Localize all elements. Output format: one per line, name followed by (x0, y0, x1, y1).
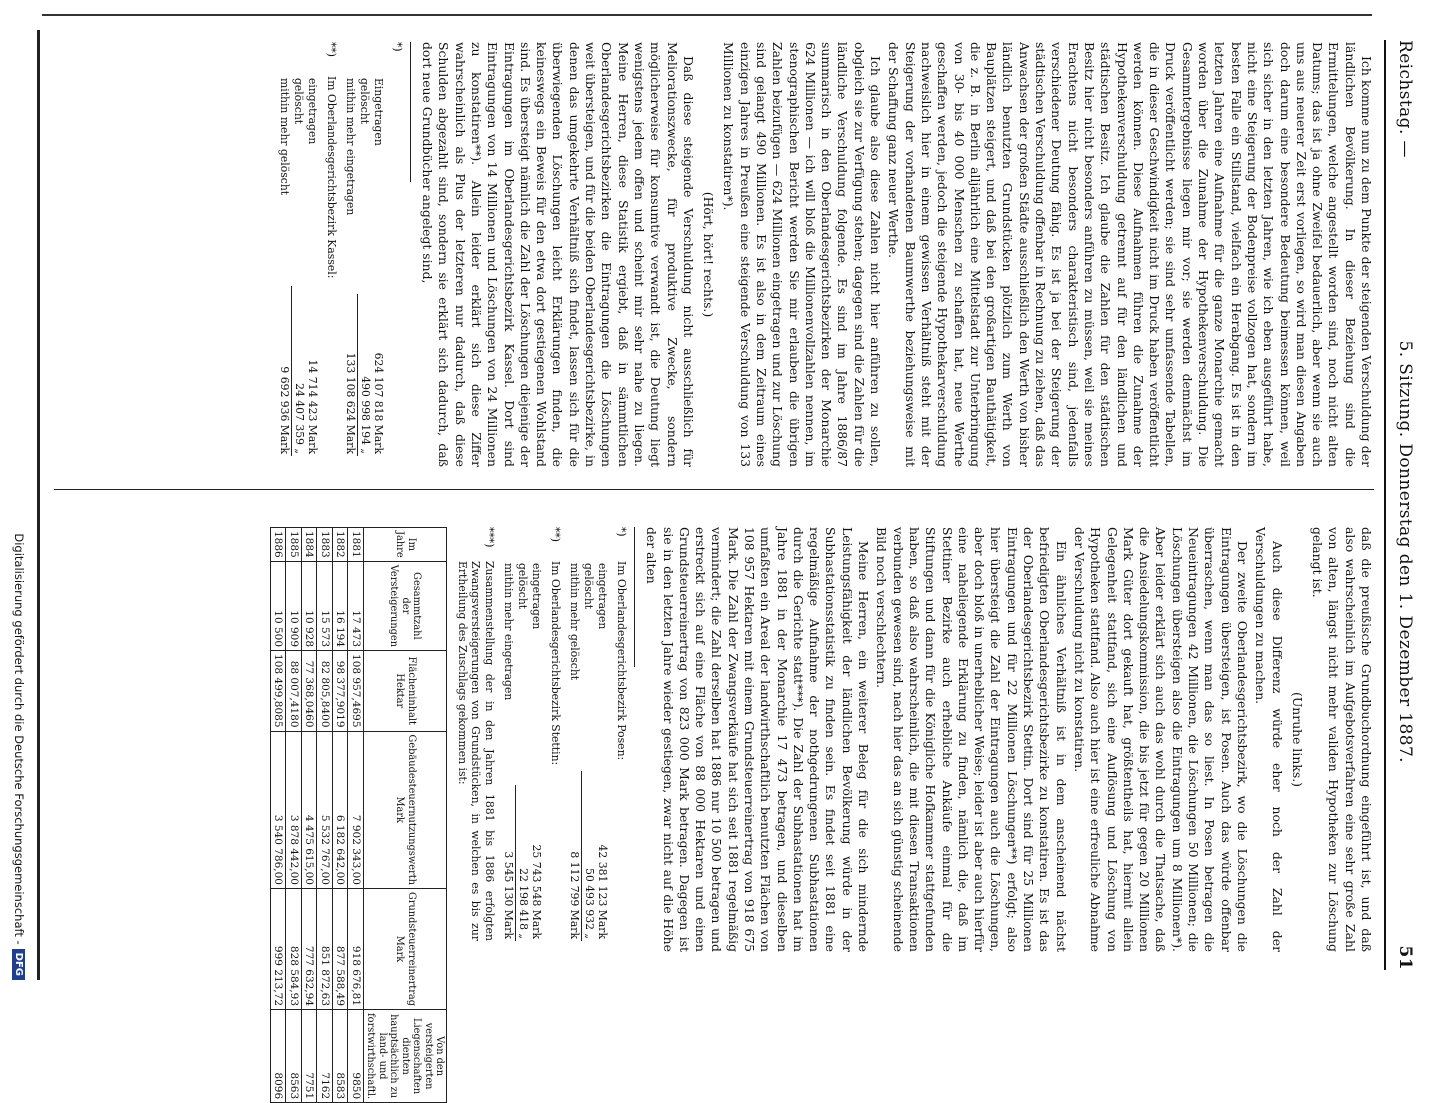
footnote-title: Im Oberlandesgerichtsbezirk Kassel: (324, 76, 338, 279)
footnote-value: 25 743 548 Mark (530, 844, 544, 939)
left-remark: (Hört, hört! rechts.) (701, 191, 717, 318)
footnote-label: Eingetragen (372, 78, 386, 146)
footnote-label: eingetragen (596, 563, 610, 630)
footnote-value: 50 493 932 „ (582, 868, 596, 939)
footnote-sum-table (502, 561, 544, 941)
table-cell: 1885 (286, 528, 302, 562)
table-cell: 5 532 767,00 (317, 731, 333, 888)
left-paragraph: Ich glaube also diese Zahlen nicht hier anführen zu sollen, obgleich sie zur Verfügung stehen; dagegen sind die Zahlen für die ländliche Verschuldung folgende. Es sind im Jahre 1886/87 summarisch in den Oberlandesgerichtsbezirken der Monarchie 624 Millionen — ich will bloß die Millionenvollzahlen nennen, im stenographischen Bericht werden Sie mir erlauben die übrigen Zahlen beizufügen — 624 Millionen eingetragen und zur Löschung sind gelangt 490 Millionen. Es ist also in dem Zeitraum eines einzigen Jahres in Preußen eine steigende Verschuldung von 133 Millionen zu konstatiren*). (721, 42, 884, 467)
subhastation-table (270, 527, 448, 1103)
footnote-label: gelöscht (358, 78, 372, 125)
table-cell: 10 909 (286, 561, 302, 650)
footnote-rule (410, 42, 411, 182)
footnote-sum-table (344, 76, 386, 456)
table-cell: 108 957,4695 (348, 651, 364, 731)
table-header: Flächeninhalt Hektar (363, 651, 447, 731)
header-rule (1384, 40, 1386, 970)
table-row (286, 528, 302, 1103)
table-header: Im Jahre (363, 528, 447, 562)
footnote-label: gelöscht (582, 563, 596, 610)
table-cell: 1882 (332, 528, 348, 562)
table-header: Von den versteigerten Liegenschaften dienten hauptsächlich zu land- und forstwirthschaftl. (363, 1010, 447, 1103)
footnote-rule (634, 527, 635, 667)
footnote (455, 527, 496, 952)
table-cell: 10 500 (270, 561, 286, 650)
table-cell: 4 475 615,00 (301, 731, 317, 888)
table-cell: 8563 (286, 1010, 302, 1103)
footnote-sum-table (568, 561, 610, 941)
table-header: Gebäudesteuernutzungswerth Mark (363, 731, 447, 888)
table-row (270, 528, 286, 1103)
footnote (548, 527, 562, 952)
table-cell: 16 194 (332, 561, 348, 650)
table-cell: 10 928 (301, 561, 317, 650)
footnote-value: 14 714 423 Mark (306, 359, 320, 454)
left-paragraph: Daß diese steigende Verschuldung nicht ausschließlich für Meliorationszwecke, für produktive Zwecke, sondern möglicherweise für konsumtive verwandt ist, die Deutung liegt wenigstens jedem offen und scheint mir sehr nahe zu liegen. Meine Herren, diese Statistik ergiebt, daß in sämmtlichen Oberlandesgerichtsbezirken die Eintragungen die Löschungen weit übersteigen, und für die beiden Oberlandesgerichtsbezirke, in denen das umgekehrte Verhältniß sich findet, lassen sich für die überwiegenden Löschungen leicht Erklärungen finden, die keineswegs ein Beweis für den etwa dort gestiegenen Wohlstand sind. Es übersteigt nämlich die Zahl der Löschungen diejenige der Eintragungen im Oberlandesgerichtsbezirk Kassel. Dort sind Eintragungen von 14 Millionen und Löschungen von 24 Millionen zu konstatiren**). Allein leider erklärt sich diese Ziffer wahrscheinlich als Plus der letzteren nur dadurch, daß diese Schulden abgezahlt sind, sondern sie erklärt sich dadurch, daß dort neue Grundbücher angelegt sind, (420, 42, 696, 467)
table-cell: 98 377,9019 (332, 651, 348, 731)
footnote-mark: **) (324, 42, 338, 58)
table-cell: 1883 (317, 528, 333, 562)
footnote-mark: **) (548, 527, 562, 543)
table-cell: 88 007,4180 (286, 651, 302, 731)
table-header: Grundsteuerreinertrag Mark (363, 888, 447, 1009)
digitization-credit-text: Digitalisierung gefördert durch die Deutsche Forschungsgemeinschaft - (12, 533, 26, 945)
table-cell: 999 213,72 (270, 888, 286, 1009)
dfg-logo: DFG (12, 949, 25, 980)
page-number: 51 (1395, 945, 1415, 970)
table-cell: 1886 (270, 528, 286, 562)
footnote-label: mithin mehr gelöscht (568, 563, 582, 681)
footnote-sum-table (278, 76, 320, 456)
table-cell: 918 676,81 (348, 888, 364, 1009)
footnote-value: 133 108 624 Mark (344, 294, 358, 456)
table-cell: 851 872,63 (317, 888, 333, 1009)
footnote (614, 527, 628, 952)
right-column (54, 527, 1374, 1100)
table-row (301, 528, 317, 1103)
table-cell: 6 182 642,00 (332, 731, 348, 888)
table-cell: 15 573 (317, 561, 333, 650)
footnote-value: 9 692 936 Mark (278, 286, 292, 456)
footnote-label: gelöscht (292, 78, 306, 125)
left-paragraph: Ich komme nun zu dem Punkte der steigenden Verschuldung der ländlichen Bevölkerung. In dieser Beziehung sind die Ermittelungen, welche angestellt worden sind, noch nicht alten Datums; das ist ja ohne Zweifel bedauerlich, aber wenn sie auch uns aus neuerer Zeit erst vorliegen, so wird man diesen Angaben doch darum eine besondere Bedeutung beimessen können, weil sich sicher in den letzten Jahren, wie ich eben ausgeführt habe, nicht eine Steigerung der Bodenpreise vollzogen hat, sondern im besten Falle ein Stillstand, vielfach ein Herabgang. Es ist in den letzten Jahren eine Aufnahme für die ganze Monarchie gemacht worden über die Zunahme der Hypothekenverschuldung. Die Gesammtergebnisse liegen mir vor; sie werden demnächst im Druck veröffentlicht werden; sie sind sehr umfassende Tabellen, die in dieser Geschwindigkeit nicht im Druck haben veröffentlicht werden können. Diese Aufnahmen führen die Zunahme der Hypothekenverschuldung getrennt auf für den ländlichen und städtischen Besitz. Ich glaube die Zahlen für den städtischen Besitz hier nicht besonders anführen zu müssen, weil sie meines Erachtens nicht besonders charakteristisch sind, jedenfalls verschiedener Deutung fähig. Es ist ja bei der Steigerung der städtischen Verschuldung offenbar in Rechnung zu ziehen, daß das Anwachsen der großen Städte ausschließlich den Werth von bisher ländlich benutzten Grundstücken plötzlich zum Werth von Bauplätzen steigert, und daß bei den großartigen Bauthätigkeit, die z. B. in Berlin alljährlich eine Mittelstadt zur Unterbringung von 30- bis 40 000 Menschen zu schaffen hat, neue Werthe geschaffen werden, jedoch die steigende Hypothekarverschuldung nachweislich hier in einem gewissen Verhältniß steht mit der Steigerung der vorhandenen Baumwerthe beziehungsweise mit der Schaffung ganz neuer Werthe. (886, 42, 1374, 467)
footnote-value: 3 545 130 Mark (502, 785, 516, 941)
footnote-value: 42 381 123 Mark (596, 844, 610, 939)
footnote-mark: ***) (482, 527, 496, 548)
footnote-value: 24 407 359 „ (292, 383, 306, 454)
table-cell: 3 878 442,00 (286, 731, 302, 888)
table-cell: 82 805,8400 (317, 651, 333, 731)
footnote-label: gelöscht (516, 563, 530, 610)
table-header-row (363, 528, 447, 1103)
scan-edge-bottom (37, 30, 40, 980)
footnote-label: mithin mehr eingetragen (502, 563, 516, 701)
column-divider (54, 489, 1374, 490)
footnote-title: Im Oberlandesgerichtsbezirk Posen: (614, 561, 628, 761)
right-paragraph: Meine Herren, ein weiterer Beleg für die sich mindernde Leistungsfähigkeit der ländlichen Bevölkerung würde in der Subhastationsstatistik zu finden sein. Es findet seit 1881 eine regelmäßige Aufnahme der nothgedrungenen Subhastationen durch die Gerichte statt***). Die Zahl der Subhastationen hat im Jahre 1881 in der Monarchie 17 473 betragen, und dieselben umfaßten ein Areal der landwirthschaftlich benutzten Flächen von 108 957 Hektaren mit einem Grundsteuerreinertrag von 918 675 Mark. Die Zahl der Zwangsverkäufe hat sich seit 1881 regelmäßig vermindert; die Zahl derselben hat 1886 nur 10 500 betragen und erstreckt sich auf eine Fläche von 88 000 Hektaren und einen Grundsteuerreinertrag von 823 000 Mark betragen. Dagegen ist sie in den letzten Jahre wieder gestiegen, zwar nicht auf die Höhe der alten (644, 527, 872, 952)
footnote-value: 22 198 418 „ (516, 868, 530, 939)
table-cell: 7751 (301, 1010, 317, 1103)
right-paragraph: Der zweite Oberlandesgerichtsbezirk, wo die Löschungen die Eintragungen übersteigen, ist Posen. Auch das würde offenbar überraschen, wenn man das so liest. In Posen betragen die Neueintragungen 42 Millionen, die Löschungen 50 Millionen; die Löschungen übersteigen also die Eintragungen um 8 Millionen*). Aber leider erklärt sich auch das wohl durch die Thatsache, daß die Ansiedelungskommission, die bis jetzt für gegen 20 Millionen Mark Güter dort gekauft hat, größtentheils hat, hiermit allein Gelegenheit stattfand, sich eine Auflösung und Löschung von Hypotheken stattfand. Also auch hier ist eine erfreuliche Abnahme der Verschuldung nicht zu konstatiren. (1071, 527, 1250, 952)
left-column (54, 42, 1374, 467)
right-paragraph: Ein ähnliches Verhältniß ist in dem anscheinend nächst befriedigten Oberlandesgerichtsbezirke zu konstatiren. Es ist das der Oberlandesgerichtsbezirk Stettin. Dort sind für 25 Millionen Eintragungen und für 22 Millionen Löschungen**) erfolgt; also hier übersteigt die Zahl der Eintragungen auch die Löschungen, aber doch bloß in unerheblicher Weise; leider ist aber auch hierfür eine naheliegende Erklärung zu finden, nämlich die, daß im Stettiner Bezirke auch erhebliche Ankäufe einmal für die Stiftungen und dann für die Königliche Hofkammer stattgefunden haben, so daß also wahrscheinlich, die mit diesen Transaktionen verbunden gewesen sind, nach hier das an sich günstig scheinende Bild noch verschlechtern. (874, 527, 1069, 952)
footnote-text: Zusammenstellung der in den Jahren 1881 bis 1886 erfolgten Zwangsversteigerungen von Grundstücken, in welchen es bis zur Ertheilung des Zuschlags gekommen ist: (455, 561, 496, 941)
footnote-label: eingetragen (530, 563, 544, 630)
scan-edge-left (42, 14, 1372, 16)
footnote-value: 8 112 799 Mark (568, 771, 582, 941)
table-cell: 1884 (301, 528, 317, 562)
page-header (1384, 40, 1426, 970)
table-cell: 8096 (270, 1010, 286, 1103)
right-remark: (Unruhe links.) (1289, 692, 1305, 787)
footnote-mark: *) (614, 527, 628, 537)
table-cell: 8583 (332, 1010, 348, 1103)
footnote (390, 42, 404, 467)
header-center: 5. Sitzung. Donnerstag den 1. Dezember 1887. (1395, 340, 1415, 763)
table-cell: 1881 (348, 528, 364, 562)
right-paragraph: Auch diese Differenz würde eher noch der Zahl der Verschuldungen zu machen. (1253, 527, 1285, 952)
footnote-label: eingetragen (306, 78, 320, 145)
table-row (332, 528, 348, 1103)
table-cell: 77 368,0460 (301, 651, 317, 731)
table-row (348, 528, 364, 1103)
footnote-value: 490 998 194 „ (358, 376, 372, 454)
digitization-credit (6, 380, 26, 980)
footnote-mark: *) (390, 42, 404, 52)
table-cell: 7162 (317, 1010, 333, 1103)
footnote-label: mithin mehr gelöscht (278, 78, 292, 196)
table-cell: 877 588,49 (332, 888, 348, 1009)
right-paragraph: daß die preußische Grundbuchordnung eingeführt ist, und daß also wahrscheinlich im Aufgebotsverfahren eine sehr große Zahl von alten, längst nicht mehr validen Hypotheken zur Löschung gelangt ist. (1310, 527, 1374, 952)
table-cell: 7 902 343,00 (348, 731, 364, 888)
table-cell: 17 473 (348, 561, 364, 650)
header-left: Reichstag. — (1395, 40, 1415, 158)
footnote (324, 42, 338, 467)
table-cell: 108 499,8085 (270, 651, 286, 731)
table-cell: 828 584,93 (286, 888, 302, 1009)
table-cell: 9850 (348, 1010, 364, 1103)
table-cell: 3 540 786,00 (270, 731, 286, 888)
footnote-label: mithin mehr eingetragen (344, 78, 358, 216)
footnote-title: Im Oberlandesgerichtsbezirk Stettin: (548, 561, 562, 766)
table-row (317, 528, 333, 1103)
table-cell: 777 632,94 (301, 888, 317, 1009)
table-header: Gesammtzahl der Versteigerungen (363, 561, 447, 650)
footnote-value: 624 107 818 Mark (372, 352, 386, 454)
